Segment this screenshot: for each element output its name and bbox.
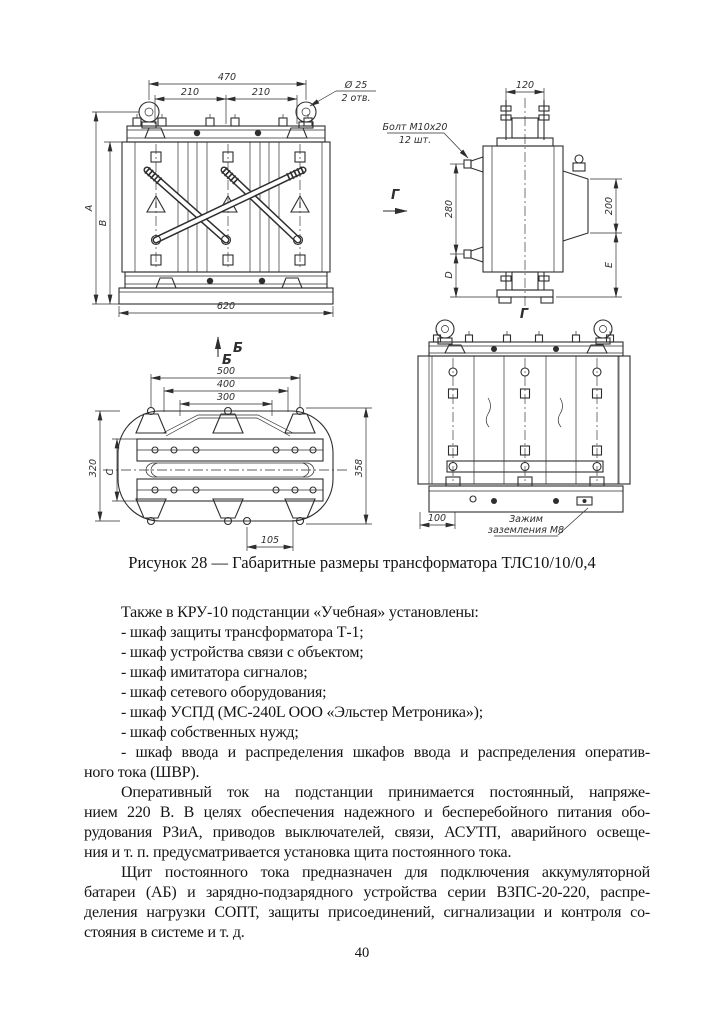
dim-620-label: 620 bbox=[216, 301, 236, 312]
ground-note-line2: заземления М8 bbox=[487, 525, 565, 536]
dim-A-label: А bbox=[84, 204, 95, 212]
hole-note-diameter: Ø 25 bbox=[344, 80, 368, 91]
dim-280-label: 280 bbox=[444, 199, 455, 219]
bolt-note-line2: 12 шт. bbox=[398, 135, 432, 146]
hole-note-qty: 2 отв. bbox=[341, 93, 371, 104]
body-text-line: - шкаф собственных нужд; bbox=[121, 724, 299, 741]
dim-C-label: C bbox=[105, 468, 116, 476]
body-text-line: Оперативный ток на подстанции принимается постоянный, напряже- bbox=[121, 784, 650, 801]
page-number: 40 bbox=[354, 945, 370, 961]
section-arrow-G-label: Г bbox=[391, 188, 400, 203]
body-text bbox=[84, 603, 650, 943]
dim-100-label: 100 bbox=[427, 513, 447, 524]
figure-caption: Рисунок 28 — Габаритные размеры трансформатора ТЛС10/10/0,4 bbox=[128, 553, 596, 572]
top-clamp-bolts bbox=[133, 114, 312, 126]
view-B-label: Б bbox=[222, 353, 232, 368]
body-text-line: - шкаф имитатора сигналов; bbox=[121, 664, 308, 681]
dim-105-label: 105 bbox=[260, 535, 280, 546]
body-text-line: Также в КРУ-10 подстанции «Учебная» установлены: bbox=[121, 604, 479, 621]
bolt-note-line1: Болт М10х20 bbox=[382, 122, 448, 133]
dim-358-label: 358 bbox=[354, 458, 365, 478]
ground-note-line1: Зажим bbox=[509, 514, 543, 525]
dim-320-label: 320 bbox=[88, 458, 99, 478]
body-text-line: - шкаф устройства связи с объектом; bbox=[121, 644, 364, 661]
view-G-label: Г bbox=[519, 307, 529, 322]
dim-400-label: 400 bbox=[216, 379, 236, 390]
tie-rods bbox=[147, 170, 303, 245]
body-text-line: стояния в системе и т. д. bbox=[84, 924, 245, 941]
rear-view-drawing bbox=[418, 307, 630, 536]
rear-top-bolts bbox=[434, 331, 614, 342]
dim-210-right-label: 210 bbox=[251, 87, 271, 98]
section-arrow-B-label: Б bbox=[233, 341, 243, 356]
dim-B-label: В bbox=[98, 219, 109, 227]
body-text-line: рудования РЗиА, приводов выключателей, связи, АСУТП, аварийного освеще- bbox=[84, 824, 650, 841]
dim-500-label: 500 bbox=[216, 366, 236, 377]
body-text-line: ного тока (ШВР). bbox=[84, 764, 200, 781]
side-view-drawing bbox=[383, 80, 622, 310]
dim-D-label: D bbox=[444, 271, 455, 279]
body-text-line: - шкаф защиты трансформатора Т-1; bbox=[121, 624, 364, 641]
body-text-line: - шкаф УСПД (МС-240L ООО «Эльстер Метроника»); bbox=[121, 704, 483, 721]
dim-300-label: 300 bbox=[216, 392, 236, 403]
ground-clamp bbox=[577, 497, 592, 505]
dim-470-label: 470 bbox=[217, 72, 237, 83]
dim-E-label: E bbox=[604, 261, 615, 269]
dim-200-label: 200 bbox=[604, 196, 615, 216]
top-view-drawing bbox=[88, 353, 372, 551]
body-text-line: деления нагрузки СОПТ, защиты присоединений, сигнализации и контроля со- bbox=[84, 904, 650, 921]
body-text-line: - шкаф ввода и распределения шкафов ввода и распределения оператив- bbox=[121, 744, 650, 761]
body-text-line: Щит постоянного тока предназначен для подключения аккумуляторной bbox=[121, 864, 650, 881]
dim-210-left-label: 210 bbox=[180, 87, 200, 98]
dim-120-label: 120 bbox=[515, 80, 535, 91]
body-text-line: батареи (АБ) и зарядно-подзарядного устройства серии ВЗПС-20-220, распре- bbox=[84, 884, 650, 901]
body-text-line: ния и т. п. предусматривается установка щита постоянного тока. bbox=[84, 844, 512, 861]
body-text-line: нием 220 В. В целях обеспечения надежного и бесперебойного питания обо- bbox=[84, 804, 650, 821]
front-view-drawing bbox=[84, 72, 376, 357]
body-text-line: - шкаф сетевого оборудования; bbox=[121, 684, 327, 701]
